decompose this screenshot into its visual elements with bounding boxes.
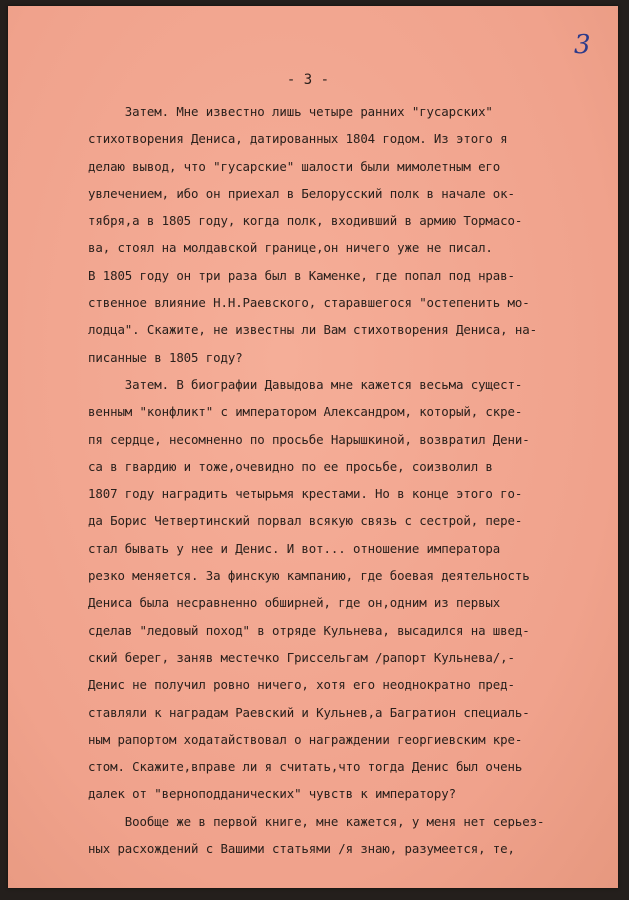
text-line: Затем. В биографии Давыдова мне кажется весьма сущест- bbox=[88, 376, 523, 392]
text-line: Дениса была несравненно обширней, где он,одним из первых bbox=[88, 595, 501, 611]
text-line: далек от "верноподданических" чувств к императору? bbox=[88, 786, 456, 802]
text-line: тября,а в 1805 году, когда полк, входивший в армию Тормасо- bbox=[88, 213, 523, 229]
text-line: делаю вывод, что "гусарские" шалости были мимолетным его bbox=[88, 158, 501, 174]
text-line: стом. Скажите,вправе ли я считать,что тогда Денис был очень bbox=[88, 759, 523, 775]
typewritten-page bbox=[8, 6, 618, 888]
text-line: стихотворения Дениса, датированных 1804 годом. Из этого я bbox=[88, 131, 508, 147]
text-line: лодца". Скажите, не известны ли Вам стихотворения Дениса, на- bbox=[88, 322, 537, 338]
text-line: да Борис Четвертинский порвал всякую связь с сестрой, пере- bbox=[88, 513, 523, 529]
text-line: увлечением, ибо он приехал в Белорусский полк в начале ок- bbox=[88, 185, 515, 201]
text-line: писанные в 1805 году? bbox=[88, 349, 243, 365]
text-line: ва, стоял на молдавской границе,он ничего уже не писал. bbox=[88, 240, 493, 256]
text-line: ных расхождений с Вашими статьями /я знаю, разумеется, те, bbox=[88, 841, 515, 857]
page-number: - 3 - bbox=[286, 72, 330, 88]
text-line: стал бывать у нее и Денис. И вот... отношение императора bbox=[88, 540, 501, 556]
text-line: венным "конфликт" с императором Александром, который, скре- bbox=[88, 404, 523, 420]
letter-body bbox=[88, 98, 618, 862]
text-line: 1807 году наградить четырьмя крестами. Но в конце этого го- bbox=[88, 486, 523, 502]
text-line: Денис не получил ровно ничего, хотя его неоднократно пред- bbox=[88, 677, 515, 693]
text-line: резко меняется. За финскую кампанию, где боевая деятельность bbox=[88, 568, 530, 584]
text-line: В 1805 году он три раза был в Каменке, где попал под нрав- bbox=[88, 267, 515, 283]
handwritten-page-number: 3 bbox=[574, 30, 591, 60]
text-line: Вообще же в первой книге, мне кажется, у меня нет серьез- bbox=[88, 813, 545, 829]
text-line: ский берег, заняв местечко Гриссельгам /рапорт Кульнева/,- bbox=[88, 649, 515, 665]
text-line: Затем. Мне известно лишь четыре ранних "гусарских" bbox=[88, 104, 493, 119]
text-line: ным рапортом ходатайствовал о награждении георгиевским кре- bbox=[88, 731, 523, 747]
text-line: ственное влияние Н.Н.Раевского, старавшегося "остепенить мо- bbox=[88, 295, 530, 311]
text-line: пя сердце, несомненно по просьбе Нарышкиной, возвратил Дени- bbox=[88, 431, 530, 447]
text-line: са в гвардию и тоже,очевидно по ее просьбе, соизволил в bbox=[88, 458, 493, 474]
text-line: сделав "ледовый поход" в отряде Кульнева, высадился на швед- bbox=[88, 622, 530, 638]
text-line: ставляли к наградам Раевский и Кульнев,а Багратион специаль- bbox=[88, 704, 530, 720]
